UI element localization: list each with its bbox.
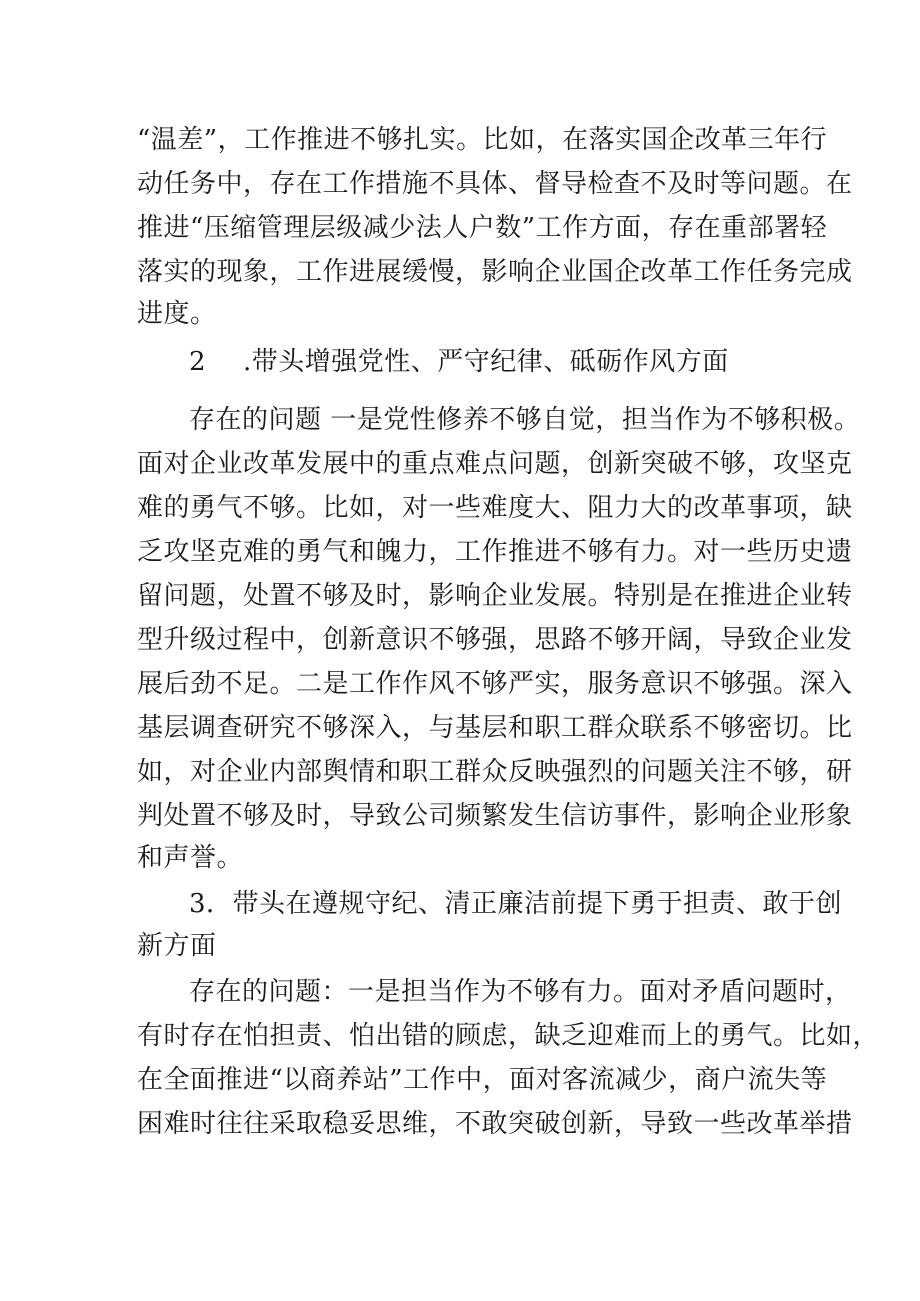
paragraph-line: 和声誉。 <box>137 843 244 873</box>
paragraph-line: 乏攻坚克难的勇气和魄力，工作推进不够有力。对一些历史遗 <box>137 537 853 567</box>
section-heading: .带头增强党性、严守纪律、砥砺作风方面 <box>243 347 729 377</box>
paragraph-line: 难的勇气不够。比如，对一些难度大、阻力大的改革事项，缺 <box>137 493 853 523</box>
paragraph-line: “温差”，工作推进不够扎实。比如，在落实国企改革三年行 <box>137 125 828 155</box>
paragraph-line: 存在的问题 一是党性修养不够自觉，担当作为不够积极。 <box>189 405 861 435</box>
paragraph-line: 进度。 <box>137 299 217 329</box>
paragraph-line: 落实的现象，工作进展缓慢，影响企业国企改革工作任务完成 <box>137 257 853 287</box>
paragraph-line: 判处置不够及时，导致公司频繁发生信访事件，影响企业形象 <box>137 801 853 831</box>
paragraph-line: 推进“压缩管理层级减少法人户数”工作方面，存在重部署轻 <box>137 213 828 243</box>
paragraph-line: 面对企业改革发展中的重点难点问题，创新突破不够，攻坚克 <box>137 449 853 479</box>
section-heading-continued: 新方面 <box>137 931 217 961</box>
paragraph-line: 型升级过程中，创新意识不够强，思路不够开阔，导致企业发 <box>137 625 853 655</box>
section-heading: 3．带头在遵规守纪、清正廉洁前提下勇于担责、敢于创 <box>189 889 843 919</box>
section-number: 2 <box>189 347 206 377</box>
paragraph-line: 如，对企业内部舆情和职工群众反映强烈的问题关注不够，研 <box>137 757 853 787</box>
paragraph-line: 动任务中，存在工作措施不具体、督导检查不及时等问题。在 <box>137 169 853 199</box>
paragraph-line: 在全面推进“以商养站”工作中，面对客流减少，商户流失等 <box>137 1065 828 1095</box>
paragraph-line: 展后劲不足。二是工作作风不够严实，服务意识不够强。深入 <box>137 669 853 699</box>
paragraph-line: 基层调查研究不够深入，与基层和职工群众联系不够密切。比 <box>137 713 853 743</box>
paragraph-line: 留问题，处置不够及时，影响企业发展。特别是在推进企业转 <box>137 581 853 611</box>
paragraph-line: 存在的问题：一是担当作为不够有力。面对矛盾问题时， <box>189 977 852 1007</box>
paragraph-line: 有时存在怕担责、怕出错的顾虑，缺乏迎难而上的勇气。比如， <box>137 1021 880 1051</box>
paragraph-line: 困难时往往采取稳妥思维，不敢突破创新，导致一些改革举措 <box>137 1109 853 1139</box>
